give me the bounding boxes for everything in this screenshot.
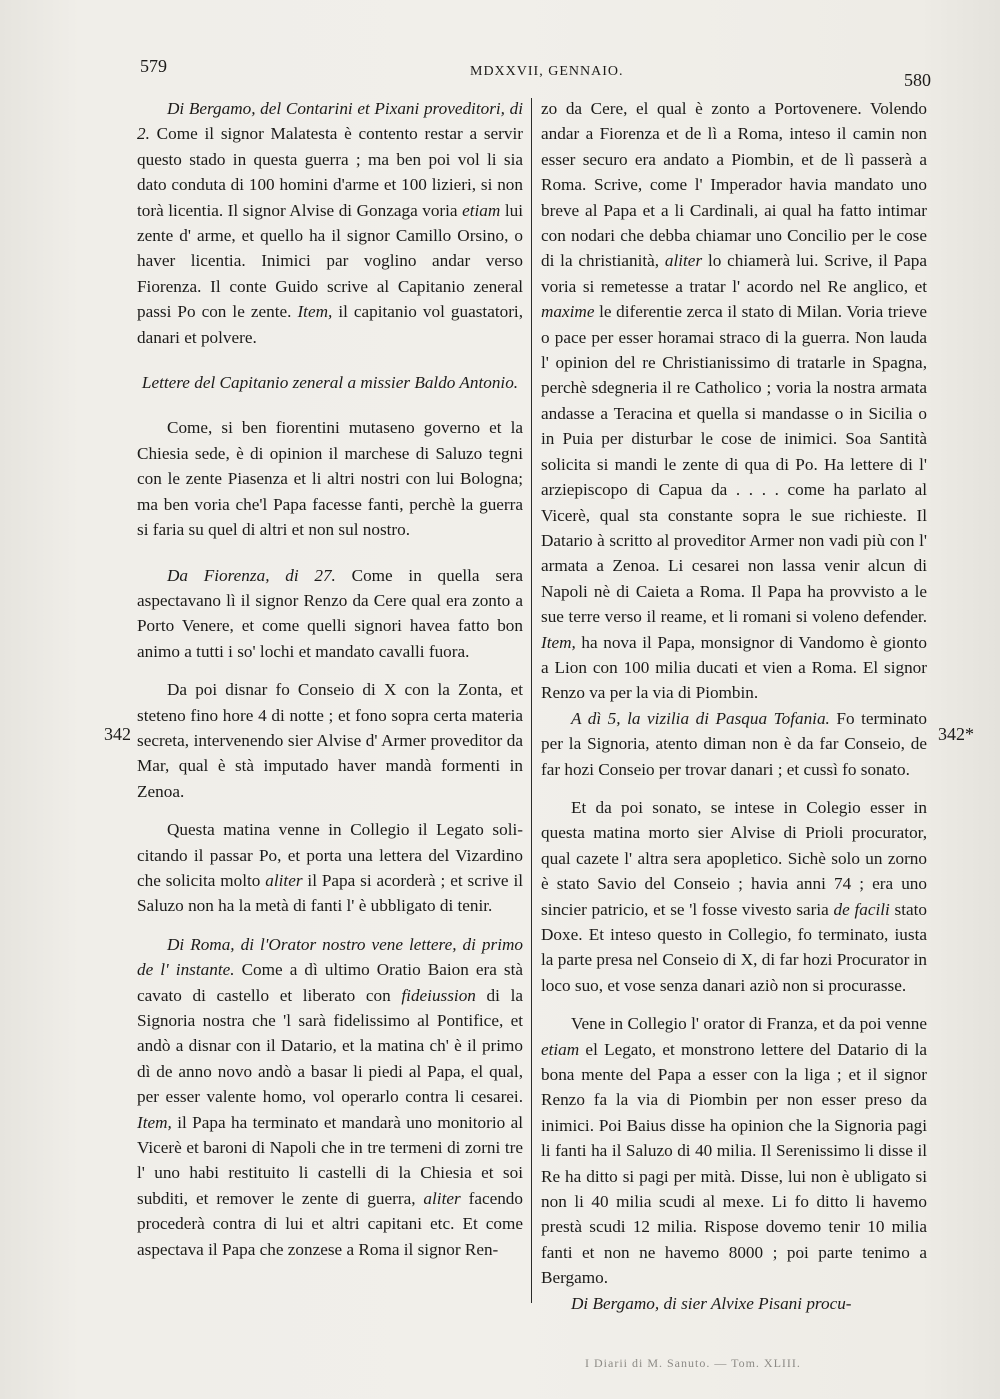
column-divider (531, 98, 532, 1303)
paragraph-text: facendo procederà contra di lui et altri capitani etc. Et come aspectava il Papa che zonzese a Roma il signor Ren- (137, 1188, 523, 1259)
entry-heading: A dì 5, la vizilia di Pasqua Tofania. (571, 708, 830, 728)
paragraph-roma (137, 932, 523, 1262)
paragraph-text: Vene in Collegio l' orator di Franza, et da poi venne (571, 1014, 927, 1034)
margin-number-left: 342 (104, 724, 131, 744)
paragraph-text: di la Signoria nostra che 'l sarà fidelissimo al Pontifice, et andò a disnar con il Datario, et la matina ch' è il primo dì de anno novo andò a basar li piedi al Papa, el qual, per esser valente homo, vol operarlo contra li cesarei. (137, 985, 523, 1107)
paragraph-orator-franza (541, 1011, 927, 1290)
paragraph-text: zo da Cere, el qual è zonto a Portovenere. Volendo andar a Fiorenza et de lì a Roma, inteso il camin non esser securo era andato a Piombin, et de lì passerà a Roma. Scrive, come l' Imperador havia mandato uno breve al Papa et a li Cardinali, ai qual ha fatto intimar con nodari che debba chiamar uno Concilio per le cose di la christianità, (541, 99, 927, 271)
italic-term: de facili (833, 899, 890, 919)
paragraph-text: Fo terminato per la Signoria, atento diman non è da far Conseio, de far hozi Conseio per trovar danari ; et cussì fo sonato. (541, 708, 927, 779)
italic-term: Item, (541, 632, 576, 652)
italic-term: aliter (423, 1188, 461, 1208)
italic-term: etiam (541, 1039, 580, 1059)
italic-term: Item, (137, 1112, 172, 1132)
italic-term: fideiussion (401, 985, 476, 1005)
paragraph-text: le diferentie zerca il stato di Milan. Voria trieve o pace per esser horamai straco di la guerra. Non lauda l' opinion del re Christianissimo di tratarle in Spagna, perchè sdegneria il re Catholico ; voria la nostra armata andasse a Teracina et quella si mandasse o in Sicilia o in Puia per disturbar le cose de inimici. Soa Santità solicita si mandi le zente di qua di Po. Ha lettere di l' arziepiscopo di Capua da . . . . come ha parlato al Vicerè, qual sta constante sopra le sue richieste. Il Datario à scritto al proveditor Armer non vadi più con l' armata a Zenoa. Li cesarei non lassa venir alcun di Napoli nè di Caieta a Roma. Il Papa ha provvisto a le sue terre verso il reame, et li romani si voleno defender. (541, 302, 927, 627)
page-number-right: 580 (904, 70, 931, 90)
entry-heading: Di Roma, di l'Orator nostro vene lettere, di primo de l' instante. (137, 934, 523, 980)
entry-heading: Di Bergamo, del Contarini et Pixani proveditori, di 2. (137, 99, 523, 144)
paragraph-prioli (541, 795, 927, 998)
paragraph-text: il capitanio vol guastatori, danari et polvere. (137, 302, 523, 347)
running-title: MDXXVII, GENNAIO. (470, 64, 624, 79)
paragraph-fiorenza (137, 563, 523, 665)
footer-signature-line: I Diarii di M. Sanuto. — Tom. XLIII. (585, 1356, 801, 1370)
paragraph-legato (137, 817, 523, 919)
paragraph-pasqua-tofania (541, 706, 927, 782)
paragraph-fiorentini: Come, si ben fiorentini mutaseno governo et la Chiesia sede, è di opinion il marchese di Saluzo tegni con le zente Piasenza et li altri nostri con lui Bologna; ma ben voria che'l Papa facesse fanti, perchè la guerra si faria su quel di altri et non sul nostro. (137, 418, 523, 540)
entry-heading: Da Fiorenza, di 27. (167, 565, 336, 585)
paragraph-bergamo-pisani (541, 1291, 927, 1316)
paragraph-text: Come a dì ultimo Oratio Baion era stà cavato di castello et liberato con (137, 960, 523, 1005)
right-column (541, 96, 927, 1316)
paragraph-text: Come il signor Malatesta è contento restar a servir questo stado in questa guerra ; ma ben poi vol li sia dato conduta di 100 homini d'arme et 100 lizieri, si non torà licentia. Il signor Alvise di Gonzaga voria (137, 124, 523, 220)
paragraph-renzo-continued (541, 96, 927, 706)
page-number-left: 579 (140, 56, 167, 76)
paragraph-text: il Papa si acorderà ; et scrive il Saluzo non ha la metà di fanti l' è ubbligato di tenir. (137, 870, 523, 916)
paragraph-text: lo chiamerà lui. Scrive, il Papa voria si remetesse a tratar l' acordo nel Re anglico, et (541, 251, 927, 296)
italic-term: aliter (664, 251, 703, 271)
paragraph-text: Et da poi sonato, se intese in Colegio esser in questa matina morto sier Alvise di Prioli procurator, qual cazete l' altra sera apopletico. Sichè solo un zorno è stato Savio del Conseio ; havia anni 74 ; era uno sincier patricio, et se 'l fosse vivesto saria (541, 797, 927, 919)
paragraph-text: lui zente d' arme, et quello ha il signor Camillo Orsino, o haver licentia. Inimici par voglino andar verso Fiorenza. Il conte Guido scrive al Capitanio zeneral passi Po con le zente. (137, 200, 523, 322)
paragraph-conseio: Da poi disnar fo Conseio di X con la Zonta, et steteno fino hore 4 di notte ; et fono sopra certa materia secreta, intervenendo sier Alvise d' Armer proveditor da Mar, qual è stà imputado haver mandà formenti in Zenoa. (137, 680, 523, 801)
paragraph-text: stato Doxe. Et inteso questo in Collegio, fo terminato, iusta la parte presa nel Conseio di X, di far hozi Procurator in loco suo, et vose senza danari aziò non si procurasse. (541, 899, 928, 995)
entry-heading: Di Bergamo, di sier Alvixe Pisani procu- (571, 1293, 852, 1313)
margin-number-right: 342* (938, 724, 974, 744)
italic-term: Item, (297, 302, 333, 322)
italic-term: maxime (541, 302, 595, 322)
paragraph-bergamo-contarini (137, 96, 523, 350)
paragraph-text: Come in quella sera aspectavano lì il signor Renzo da Cere qual era zonto a Porto Venere, et come quelli signori havea fatto bon animo a tutti i so' lochi et mandato cavalli fuora. (137, 565, 523, 661)
paragraph-text: il Papa ha terminato et mandarà uno monitorio al Vicerè et baroni di Napoli che in tre termeni di zorni tre l' uno habi restituito li castelli di la Chiesia et soi subditi, et remover le zente di guerra, (137, 1112, 523, 1208)
paragraph-text: Questa matina venne in Collegio il Legato solicitando il passar Po, et porta una lettera del Vizardino che solicita molto (137, 820, 523, 890)
paragraph-text: ha nova il Papa, monsignor di Vandomo è gionto a Lion con 100 milia ducati et vien a Roma. El signor Renzo va per la via di Piombin. (541, 632, 927, 703)
italic-term: etiam (462, 200, 501, 220)
left-column (137, 96, 523, 1262)
section-heading: Lettere del Capitanio zeneral a missier Baldo Antonio. (141, 373, 519, 393)
paragraph-text: el Legato, et monstrono lettere del Datario di la bona mente del Papa a esser con la liga ; et il signor Renzo fa la via di Piombin per non esser preso da inimici. Poi Baius disse ha opinion che la Signoria pagi li fanti ha il Saluzo di 40 milia. Il Serenissimo li disse il Re ha ditto si pagi per mità. Disse, lui non è ubligato si non li 40 milia scudi al mexe. Li fo ditto li havemo prestà scudi 12 milia. Rispose dovemo tenir 10 milia fanti et non ne havemo 8000 ; poi parte tenimo a Bergamo. (541, 1039, 927, 1288)
italic-term: aliter (265, 870, 303, 890)
